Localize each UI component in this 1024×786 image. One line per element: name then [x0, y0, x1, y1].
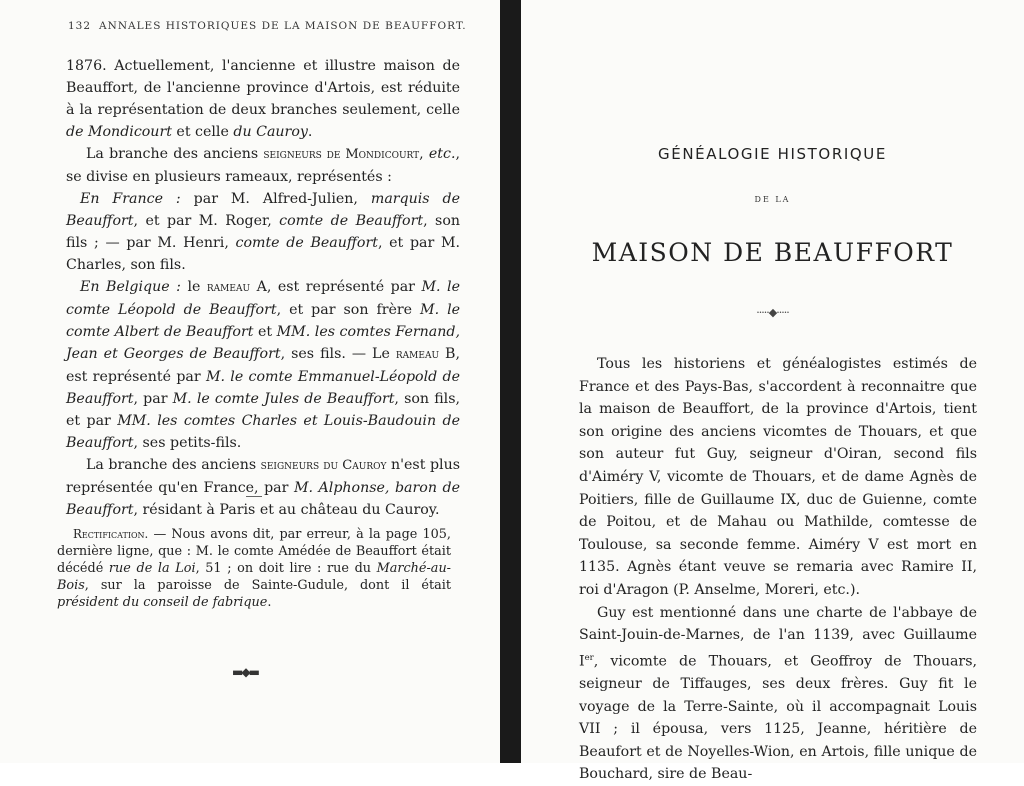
- text-run: .: [267, 595, 272, 610]
- text-run: et celle: [171, 124, 234, 140]
- text-run: , son fils ; — par M. Henri,: [66, 213, 460, 251]
- paragraph-en-france: [66, 188, 460, 276]
- text-run: n'est plus représentée qu'en France, par: [66, 457, 460, 496]
- italic-run: du Cauroy: [233, 124, 308, 140]
- text-run: , se divise en plusieurs rameaux, représentés :: [66, 146, 460, 185]
- paragraph-mondicourt: [66, 143, 460, 188]
- right-body-text: [579, 353, 977, 786]
- italic-run: rue de la Loi: [108, 561, 196, 576]
- italic-run: MM. les comtes Fernand, Jean et Georges de Beauffort: [66, 324, 460, 362]
- text-run: .: [307, 124, 313, 140]
- text-run: — Nous avons dit, par erreur, à la page 105, dernière ligne, que : M. le comte Amédée de Beauffort était décédé: [57, 527, 451, 576]
- small-caps-run: seigneurs du Cauroy: [260, 458, 387, 473]
- superscript-run: er: [584, 652, 594, 663]
- text-run: , son fils, et par: [66, 391, 460, 429]
- title-de-la: DE LA: [754, 195, 791, 204]
- text-run: 1876. Actuellement, l'ancienne et illustre maison de Beauffort, de l'ancienne province d'Artois, est réduite à la représentation de deux branches seulement, celle: [66, 58, 460, 118]
- italic-run: M. le comte Albert de Beauffort: [66, 302, 461, 340]
- end-ornament-icon: ▬◆▬: [232, 665, 258, 679]
- left-page: [0, 0, 500, 763]
- book-gutter: [500, 0, 521, 763]
- paragraph-cauroy: [66, 454, 460, 521]
- running-header: [68, 20, 467, 32]
- text-run: , par: [133, 391, 173, 407]
- title-genealogie: GÉNÉALOGIE HISTORIQUE: [658, 145, 887, 163]
- title-ornament-icon: ·····◆·····: [756, 306, 789, 319]
- right-page: [521, 0, 1024, 783]
- text-run: , ses fils. — Le: [280, 346, 396, 362]
- paragraph-historiens: Tous les historiens et généalogistes estimés de France et des Pays-Bas, s'accordent à reconnaitre que la maison de Beauffort, de la province d'Artois, tient son origine des anciens vicomtes de Thouars, et que son auteur fut Guy, seigneur d'Oiran, second fils d'Aiméry V, vicomte de Thouars, et de dame Agnès de Poitiers, fille de Guillaume IX, duc de Guienne, comte de Poitou, et de Mahau ou Mathilde, comtesse de Toulouse, sa seconde femme. Aiméry V est mort en 1135. Agnès étant veuve se remaria avec Ramire II, roi d'Aragon (P. Anselme, Moreri, etc.).: [579, 356, 977, 598]
- page-number: 132: [68, 20, 92, 32]
- small-caps-run: rameau: [395, 347, 440, 362]
- text-run: , 51 ; on doit lire : rue du: [195, 561, 377, 576]
- paragraph-en-belgique: [66, 276, 460, 454]
- small-caps-run: rameau: [206, 280, 251, 295]
- text-run: B, est représenté par: [66, 346, 460, 385]
- italic-run: comte de Beauffort: [279, 213, 424, 229]
- italic-run: En France :: [80, 191, 181, 207]
- section-divider: [246, 496, 262, 497]
- text-run: et: [253, 324, 277, 340]
- text-run: La branche des anciens: [86, 457, 261, 473]
- italic-run: M. le comte Jules de Beauffort: [172, 391, 395, 407]
- italic-run: marquis de Beauffort: [66, 191, 461, 229]
- small-caps-run: seigneurs de Mondicourt: [263, 147, 420, 162]
- text-run: , et par M. Roger,: [133, 213, 280, 229]
- italic-run: de Mondicourt: [66, 124, 172, 140]
- text-run: ,: [419, 146, 429, 162]
- text-run: , et par son frère: [276, 302, 421, 318]
- italic-run: M. le comte Emmanuel-Léopold de Beauffort: [66, 369, 460, 407]
- italic-run: etc.: [428, 146, 456, 162]
- small-caps-run: Rectification.: [73, 527, 149, 541]
- text-run: , et par M. Charles, son fils.: [66, 235, 460, 273]
- text-run: La branche des anciens: [86, 146, 264, 162]
- text-run: Guy est mentionné dans une charte de l'abbaye de Saint-Jouin-de-Marnes, de l'an 1139, avec Guillaume I: [579, 604, 977, 670]
- text-run: , vicomte de Thouars, et Geoffroy de Thouars, seigneur de Tiffauges, ses deux frères. Guy fit le voyage de la Terre-Sainte, où il accompagnait Louis VII ; il épousa, vers 1125, Jeanne, héritière de Beaufort et de Noyelles-Wion, en Artois, fille unique de Bouchard, sire de Beau-: [579, 653, 977, 783]
- italic-run: M. Alphonse, baron de Beauffort: [66, 480, 460, 518]
- italic-run: comte de Beauffort: [235, 235, 378, 251]
- left-body-text: [66, 55, 460, 521]
- text-run: le: [180, 279, 207, 295]
- text-run: , résidant à Paris et au château du Cauroy.: [133, 502, 440, 518]
- text-run: , sur la paroisse de Sainte-Gudule, dont il était: [84, 578, 451, 593]
- rectification-note: [57, 526, 451, 611]
- paragraph-1876: [66, 55, 460, 143]
- italic-run: MM. les comtes Charles et Louis-Baudouin de Beauffort: [66, 413, 460, 451]
- italic-run: président du conseil de fabrique: [57, 595, 268, 610]
- italic-run: M. le comte Léopold de Beauffort: [66, 279, 460, 318]
- italic-run: Marché-au-Bois: [57, 561, 452, 593]
- text-run: A, est représenté par: [250, 279, 422, 295]
- text-run: , ses petits-fils.: [133, 435, 242, 451]
- title-maison: MAISON DE BEAUFFORT: [591, 238, 954, 267]
- text-run: par M. Alfred-Julien,: [180, 191, 371, 207]
- note-paragraph: [57, 526, 451, 611]
- italic-run: En Belgique :: [80, 279, 181, 295]
- running-title: ANNALES HISTORIQUES DE LA MAISON DE BEAUFFORT.: [99, 20, 467, 32]
- paragraph-guy: [579, 602, 977, 786]
